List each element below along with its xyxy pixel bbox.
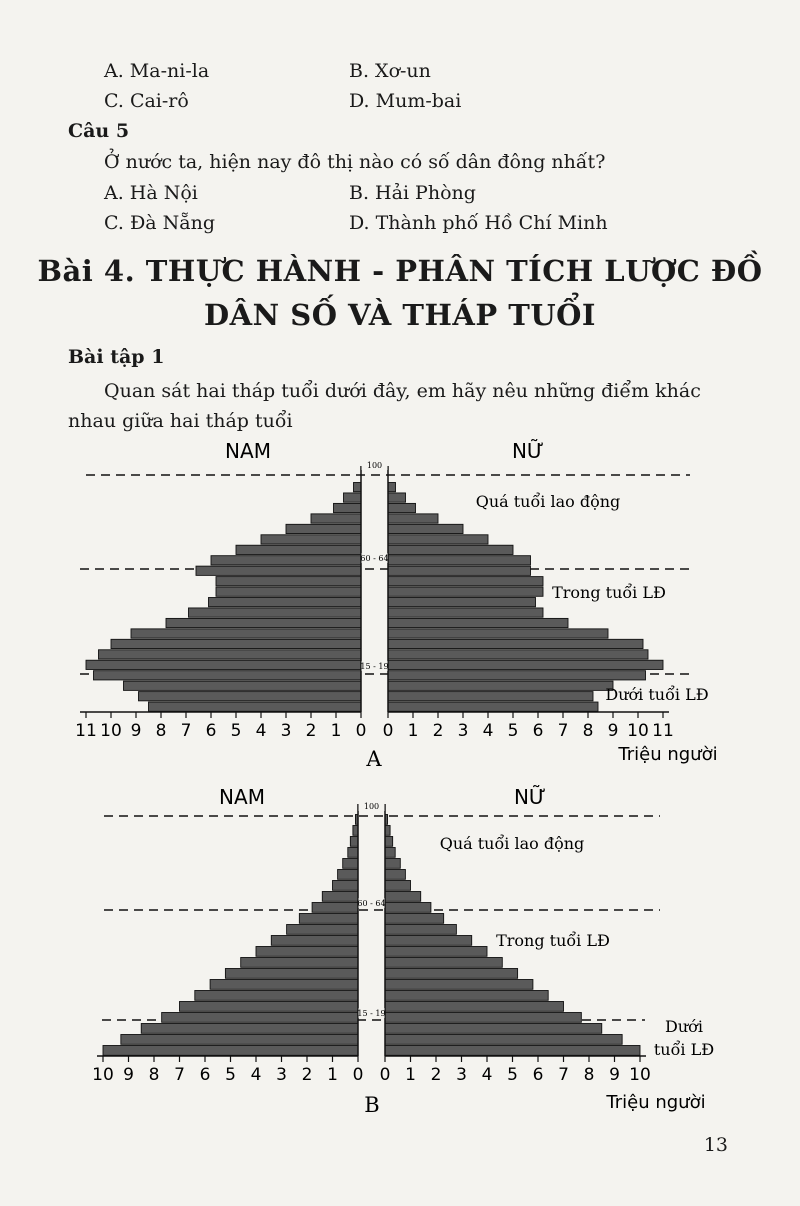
female-axis-tick-label: 10 [629, 1065, 651, 1085]
male-bar [216, 577, 361, 586]
male-bar [111, 639, 361, 648]
female-bar [385, 881, 411, 891]
female-bar [388, 493, 406, 502]
q4-option-c: C. Cai-rô [104, 90, 189, 112]
male-axis-tick-label: 6 [199, 1065, 211, 1085]
female-bar [385, 848, 395, 858]
female-bar [388, 483, 396, 492]
female-bar [388, 598, 536, 607]
age-group-label: 60 - 64 [360, 554, 389, 563]
female-axis-tick-label: 2 [432, 721, 444, 741]
male-bar [312, 903, 358, 913]
female-bar [385, 936, 472, 946]
female-bar [388, 503, 416, 512]
male-axis-tick-label: 2 [301, 1065, 313, 1085]
zone-label-lower: tuổi LĐ [653, 1040, 715, 1059]
male-bar [225, 969, 358, 979]
male-bar [311, 514, 361, 523]
unit-label: Triệu người [618, 744, 718, 765]
male-axis-tick-label: 0 [355, 721, 367, 741]
female-bar [385, 892, 421, 902]
female-axis-tick-label: 11 [652, 721, 674, 741]
male-axis-tick-label: 1 [330, 721, 342, 741]
female-axis-tick-label: 9 [607, 721, 619, 741]
age-group-label: 60 - 64 [357, 899, 386, 908]
male-bar [353, 826, 358, 836]
female-bar [388, 618, 568, 627]
male-bar [299, 914, 358, 924]
female-bar [385, 980, 533, 990]
female-bar [385, 826, 390, 836]
zone-label: Trong tuổi LĐ [552, 583, 666, 602]
male-bar [287, 925, 358, 935]
male-bar [121, 1035, 358, 1045]
female-bar [385, 870, 405, 880]
male-axis-tick-label: 4 [255, 721, 267, 741]
male-bar [216, 587, 361, 596]
male-axis-tick-label: 3 [276, 1065, 287, 1085]
female-axis-tick-label: 5 [507, 1065, 518, 1085]
male-axis-tick-label: 9 [123, 1065, 134, 1085]
zone-label: Trong tuổi LĐ [496, 931, 610, 950]
female-bar [388, 702, 598, 711]
female-axis-tick-label: 8 [582, 721, 594, 741]
female-bar [388, 671, 646, 680]
male-bar [86, 660, 361, 669]
female-bar [385, 859, 400, 869]
male-bar [195, 991, 358, 1001]
female-bar [385, 837, 393, 847]
female-axis-tick-label: 6 [532, 721, 544, 741]
male-bar [322, 892, 358, 902]
male-axis-tick-label: 8 [155, 721, 167, 741]
q5-heading: Câu 5 [68, 120, 130, 142]
female-bar [385, 958, 502, 968]
male-axis-tick-label: 11 [75, 721, 97, 741]
female-bar [388, 535, 488, 544]
male-axis-tick-label: 10 [92, 1065, 114, 1085]
female-label: NỮ [513, 785, 547, 809]
female-axis-tick-label: 3 [456, 1065, 467, 1085]
female-bar [388, 566, 531, 575]
q5-option-d: D. Thành phố Hồ Chí Minh [349, 212, 608, 234]
age-group-label: 100 [363, 802, 380, 811]
male-bar [149, 702, 362, 711]
female-bar [388, 556, 531, 565]
male-axis-tick-label: 1 [327, 1065, 338, 1085]
male-bar [286, 524, 361, 533]
q5-option-c: C. Đà Nẵng [104, 212, 215, 234]
female-label: NỮ [511, 439, 545, 463]
exercise-text: Quan sát hai tháp tuổi dưới đây, em hãy nêu những điểm khác nhau giữa hai tháp tuổi [68, 380, 701, 432]
female-axis-tick-label: 7 [557, 721, 569, 741]
q4-option-b: B. Xơ-un [349, 60, 431, 82]
male-axis-tick-label: 5 [225, 1065, 236, 1085]
female-axis-tick-label: 1 [405, 1065, 416, 1085]
q5-option-b: B. Hải Phòng [349, 182, 476, 204]
chart-caption: A [366, 747, 382, 771]
female-axis-tick-label: 4 [482, 721, 494, 741]
female-bar [385, 1024, 602, 1034]
female-bar [385, 903, 431, 913]
q4-option-d: D. Mum-bai [349, 90, 462, 112]
female-bar [385, 947, 487, 957]
male-bar [103, 1046, 358, 1056]
male-bar [344, 493, 362, 502]
female-bar [388, 545, 513, 554]
population-pyramid-b [0, 780, 800, 1120]
unit-label: Triệu người [606, 1092, 706, 1113]
female-axis-tick-label: 9 [609, 1065, 620, 1085]
male-bar [94, 671, 362, 680]
zone-label: Quá tuổi lao động [439, 834, 585, 853]
male-bar [338, 870, 358, 880]
female-axis-tick-label: 7 [558, 1065, 569, 1085]
female-bar [388, 650, 648, 659]
female-bar [385, 1002, 564, 1012]
male-bar [261, 535, 361, 544]
female-axis-tick-label: 6 [532, 1065, 544, 1085]
male-axis-tick-label: 0 [352, 1065, 364, 1085]
female-axis-tick-label: 2 [430, 1065, 442, 1085]
male-bar [139, 692, 362, 701]
male-bar [241, 958, 358, 968]
exercise-heading: Bài tập 1 [68, 346, 165, 368]
zone-label: Dưới tuổi LĐ [605, 685, 709, 704]
zone-label-lower: Dưới [665, 1017, 703, 1036]
male-axis-tick-label: 5 [230, 721, 242, 741]
q5-text: Ở nước ta, hiện nay đô thị nào có số dân đông nhất? [104, 151, 606, 173]
age-group-label: 15 - 19 [357, 1009, 386, 1018]
female-axis-tick-label: 8 [583, 1065, 595, 1085]
male-bar [333, 881, 359, 891]
male-bar [131, 629, 361, 638]
female-axis-tick-label: 10 [627, 721, 649, 741]
female-axis-tick-label: 3 [457, 721, 469, 741]
age-group-label: 15 - 19 [360, 662, 389, 671]
population-pyramid-a [0, 430, 800, 780]
female-bar [385, 1046, 640, 1056]
male-axis-tick-label: 10 [100, 721, 122, 741]
female-bar [388, 587, 543, 596]
female-bar [388, 577, 543, 586]
male-bar [354, 483, 362, 492]
female-bar [385, 991, 548, 1001]
male-bar [256, 947, 358, 957]
female-axis-tick-label: 0 [382, 721, 394, 741]
female-bar [385, 969, 518, 979]
male-bar [189, 608, 362, 617]
male-bar [196, 566, 361, 575]
lesson-title-line2: DÂN SỐ VÀ THÁP TUỔI [204, 298, 596, 332]
female-axis-tick-label: 1 [407, 721, 419, 741]
male-bar [162, 1013, 358, 1023]
male-bar [180, 1002, 359, 1012]
male-bar [350, 837, 358, 847]
age-group-label: 100 [366, 461, 383, 470]
male-bar [210, 980, 358, 990]
female-bar [385, 1035, 622, 1045]
male-bar [124, 681, 362, 690]
male-axis-tick-label: 7 [180, 721, 192, 741]
female-bar [385, 1013, 581, 1023]
female-axis-tick-label: 0 [379, 1065, 391, 1085]
female-bar [385, 914, 444, 924]
male-label: NAM [225, 439, 271, 463]
male-bar [166, 618, 361, 627]
male-bar [141, 1024, 358, 1034]
q4-option-a: A. Ma-ni-la [104, 60, 210, 82]
lesson-title-line1: Bài 4. THỰC HÀNH - PHÂN TÍCH LƯỢC ĐỒ [37, 254, 763, 288]
q5-option-a: A. Hà Nội [104, 182, 198, 204]
male-axis-tick-label: 2 [305, 721, 317, 741]
male-axis-tick-label: 3 [280, 721, 292, 741]
male-bar [334, 503, 362, 512]
male-bar [99, 650, 362, 659]
female-bar [388, 524, 463, 533]
male-bar [211, 556, 361, 565]
female-bar [385, 925, 456, 935]
female-bar [388, 629, 608, 638]
male-axis-tick-label: 6 [205, 721, 217, 741]
male-bar [236, 545, 361, 554]
male-axis-tick-label: 8 [148, 1065, 160, 1085]
male-axis-tick-label: 4 [250, 1065, 262, 1085]
female-bar [388, 639, 643, 648]
zone-label: Quá tuổi lao động [475, 492, 621, 511]
male-axis-tick-label: 9 [130, 721, 142, 741]
female-axis-tick-label: 5 [507, 721, 519, 741]
male-bar [343, 859, 358, 869]
chart-caption: B [364, 1093, 380, 1117]
male-bar [348, 848, 358, 858]
female-bar [388, 692, 593, 701]
male-axis-tick-label: 7 [174, 1065, 185, 1085]
male-bar [271, 936, 358, 946]
female-bar [388, 660, 663, 669]
female-axis-tick-label: 4 [481, 1065, 493, 1085]
female-bar [388, 681, 613, 690]
male-bar [209, 598, 362, 607]
female-bar [388, 608, 543, 617]
male-label: NAM [219, 785, 265, 809]
page-number: 13 [703, 1134, 728, 1156]
female-bar [388, 514, 438, 523]
